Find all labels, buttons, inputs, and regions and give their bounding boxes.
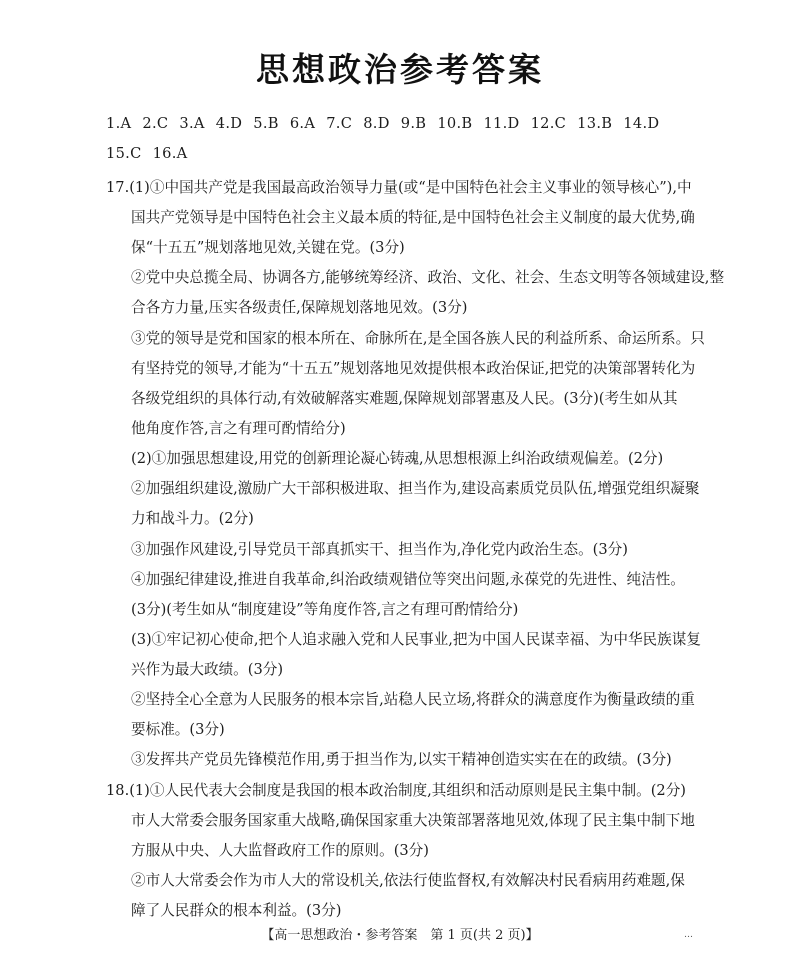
answer-line: (2)①加强思想建设,用党的创新理论凝心铸魂,从思想根源上纠治政绩观偏差。(2分) xyxy=(131,450,664,467)
page-footer: 【高一思想政治・参考答案 第 1 页(共 2 页)】 xyxy=(261,928,539,943)
answer-line: ③加强作风建设,引导党员干部真抓实干、担当作为,净化党内政治生态。(3分) xyxy=(131,541,628,558)
mc-answers-row-2 xyxy=(106,145,188,162)
answer-line: 保“十五五”规划落地见效,关键在党。(3分) xyxy=(131,239,405,256)
answer-line: ②党中央总揽全局、协调各方,能够统筹经济、政治、文化、社会、生态文明等各领域建设,整 xyxy=(131,269,725,286)
answer-line: ②市人大常委会作为市人大的常设机关,依法行使监督权,有效解决村民看病用药难题,保 xyxy=(131,872,685,889)
mc-answer: 16.A xyxy=(152,145,188,162)
mc-answer: 11.D xyxy=(483,115,520,132)
mc-answers-row-1 xyxy=(106,115,659,132)
answer-line: 有坚持党的领导,才能为“十五五”规划落地见效提供根本政治保证,把党的决策部署转化为 xyxy=(131,360,696,377)
answer-line: 要标准。(3分) xyxy=(131,721,225,738)
answer-line: ②加强组织建设,激励广大干部积极进取、担当作为,建设高素质党员队伍,增强党组织凝聚 xyxy=(131,480,700,497)
mc-answer: 15.C xyxy=(106,145,142,162)
answer-line: 市人大常委会服务国家重大战略,确保国家重大决策部署落地见效,体现了民主集中制下地 xyxy=(131,812,695,829)
mc-answer: 2.C xyxy=(142,115,169,132)
answer-line: 障了人民群众的根本利益。(3分) xyxy=(131,902,342,919)
mc-answer: 10.B xyxy=(437,115,473,132)
answer-line: 力和战斗力。(2分) xyxy=(131,510,254,527)
mc-answer: 13.B xyxy=(577,115,613,132)
mc-answer: 3.A xyxy=(179,115,205,132)
mc-answer: 9.B xyxy=(400,115,427,132)
mc-answer: 8.D xyxy=(363,115,390,132)
answer-line: 兴作为最大政绩。(3分) xyxy=(131,661,284,678)
answer-line: (3)①牢记初心使命,把个人追求融入党和人民事业,把为中国人民谋幸福、为中华民族谋复 xyxy=(131,631,701,648)
mc-answer: 6.A xyxy=(289,115,316,132)
answer-line: ④加强纪律建设,推进自我革命,纠治政绩观错位等突出问题,永葆党的先进性、纯洁性。 xyxy=(131,571,685,588)
mc-answer: 12.C xyxy=(530,115,567,132)
answer-line: 方服从中央、人大监督政府工作的原则。(3分) xyxy=(131,842,429,859)
answer-line: ③党的领导是党和国家的根本所在、命脉所在,是全国各族人民的利益所系、命运所系。只 xyxy=(131,330,705,347)
mc-answer: 14.D xyxy=(623,115,660,132)
answer-line: 18.(1)①人民代表大会制度是我国的根本政治制度,其组织和活动原则是民主集中制。(2分) xyxy=(106,782,686,799)
page-title: 思想政治参考答案 xyxy=(256,50,544,89)
answer-line: 他角度作答,言之有理可酌情给分) xyxy=(131,420,346,437)
mc-answer: 4.D xyxy=(215,115,243,132)
answer-line: 合各方力量,压实各级责任,保障规划落地见效。(3分) xyxy=(131,299,468,316)
answer-line: 各级党组织的具体行动,有效破解落实难题,保障规划部署惠及人民。(3分)(考生如从其 xyxy=(131,390,678,407)
answer-line: (3分)(考生如从“制度建设”等角度作答,言之有理可酌情给分) xyxy=(131,601,519,618)
mc-answer: 1.A xyxy=(106,115,132,132)
answer-line: 国共产党领导是中国特色社会主义最本质的特征,是中国特色社会主义制度的最大优势,确 xyxy=(131,209,695,226)
mc-answer: 7.C xyxy=(326,115,353,132)
answer-line: ③发挥共产党员先锋模范作用,勇于担当作为,以实干精神创造实实在在的政绩。(3分) xyxy=(131,751,672,768)
corner-mark: … xyxy=(684,930,693,940)
mc-answer: 5.B xyxy=(253,115,279,132)
answer-line: 17.(1)①中国共产党是我国最高政治领导力量(或“是中国特色社会主义事业的领导核心”),中 xyxy=(106,179,692,196)
answer-line: ②坚持全心全意为人民服务的根本宗旨,站稳人民立场,将群众的满意度作为衡量政绩的重 xyxy=(131,691,695,708)
